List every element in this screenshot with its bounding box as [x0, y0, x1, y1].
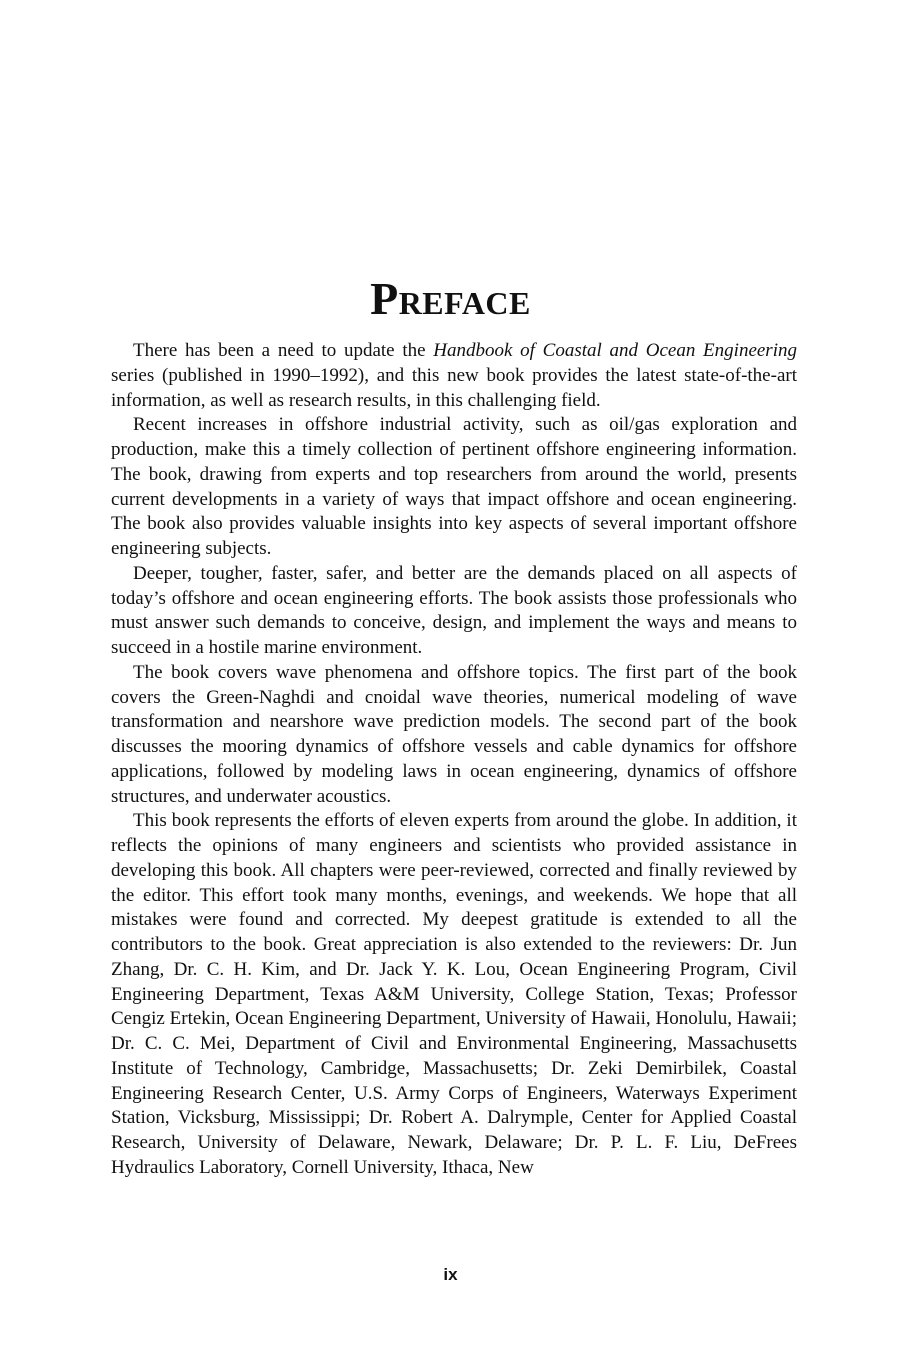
paragraph-2: Recent increases in offshore industrial activity, such as oil/gas exploration and production, make this a timely collection of pertinent offshore engineering information. The book, drawing from experts and top researchers from around the world, presents current developments in a variety of ways that impact offshore and ocean engineering. The book also provides valuable insights into key aspects of several important offshore engineering subjects.: [111, 414, 797, 559]
page-number: ix: [443, 1265, 458, 1284]
paragraph-1: [111, 339, 797, 413]
paragraph-5: This book represents the efforts of eleven experts from around the globe. In addition, it reflects the opinions of many engineers and scientists who provided assistance in developing this book. All chapters were peer-reviewed, corrected and finally reviewed by the editor. This effort took many months, evenings, and weekends. We hope that all mistakes were found and corrected. My deepest gratitude is extended to all the contributors to the book. Great appreciation is also extended to the reviewers: Dr. Jun Zhang, Dr. C. H. Kim, and Dr. Jack Y. K. Lou, Ocean Engineering Program, Civil Engineering Department, Texas A&M University, College Station, Texas; Professor Cengiz Ertekin, Ocean Engineering Department, University of Hawaii, Honolulu, Hawaii; Dr. C. C. Mei, Department of Civil and Environmental Engineering, Massachusetts Institute of Technology, Cambridge, Massachusetts; Dr. Zeki Demirbilek, Coastal Engineering Research Center, U.S. Army Corps of Engineers, Waterways Experiment Station, Vicksburg, Mississippi; Dr. Robert A. Dalrymple, Center for Applied Coastal Research, University of Delaware, Newark, Delaware; Dr. P. L. F. Liu, DeFrees Hydraulics Laboratory, Cornell University, Ithaca, New: [111, 810, 797, 1178]
paragraph-3: Deeper, tougher, faster, safer, and better are the demands placed on all aspects of today’s offshore and ocean engineering efforts. The book assists those professionals who must answer such demands to conceive, design, and implement the ways and means to succeed in a hostile marine environment.: [111, 562, 797, 658]
paragraph-4: The book covers wave phenomena and offshore topics. The first part of the book covers the Green-Naghdi and cnoidal wave theories, numerical modeling of wave transformation and nearshore wave prediction models. The second part of the book discusses the mooring dynamics of offshore vessels and cable dynamics for offshore applications, followed by modeling laws in ocean engineering, dynamics of offshore structures, and underwater acoustics.: [111, 661, 797, 807]
book-series-title: Handbook of Coastal and Ocean Engineering: [433, 340, 797, 361]
preface-body: [111, 339, 797, 1181]
paragraph-1-lead: There has been a need to update the: [133, 340, 434, 361]
paragraph-1-rest: series (published in 1990–1992), and this new book provides the latest state-of-the-art information, as well as research results, in this challenging field.: [111, 364, 797, 411]
page-title: Preface: [370, 272, 531, 324]
